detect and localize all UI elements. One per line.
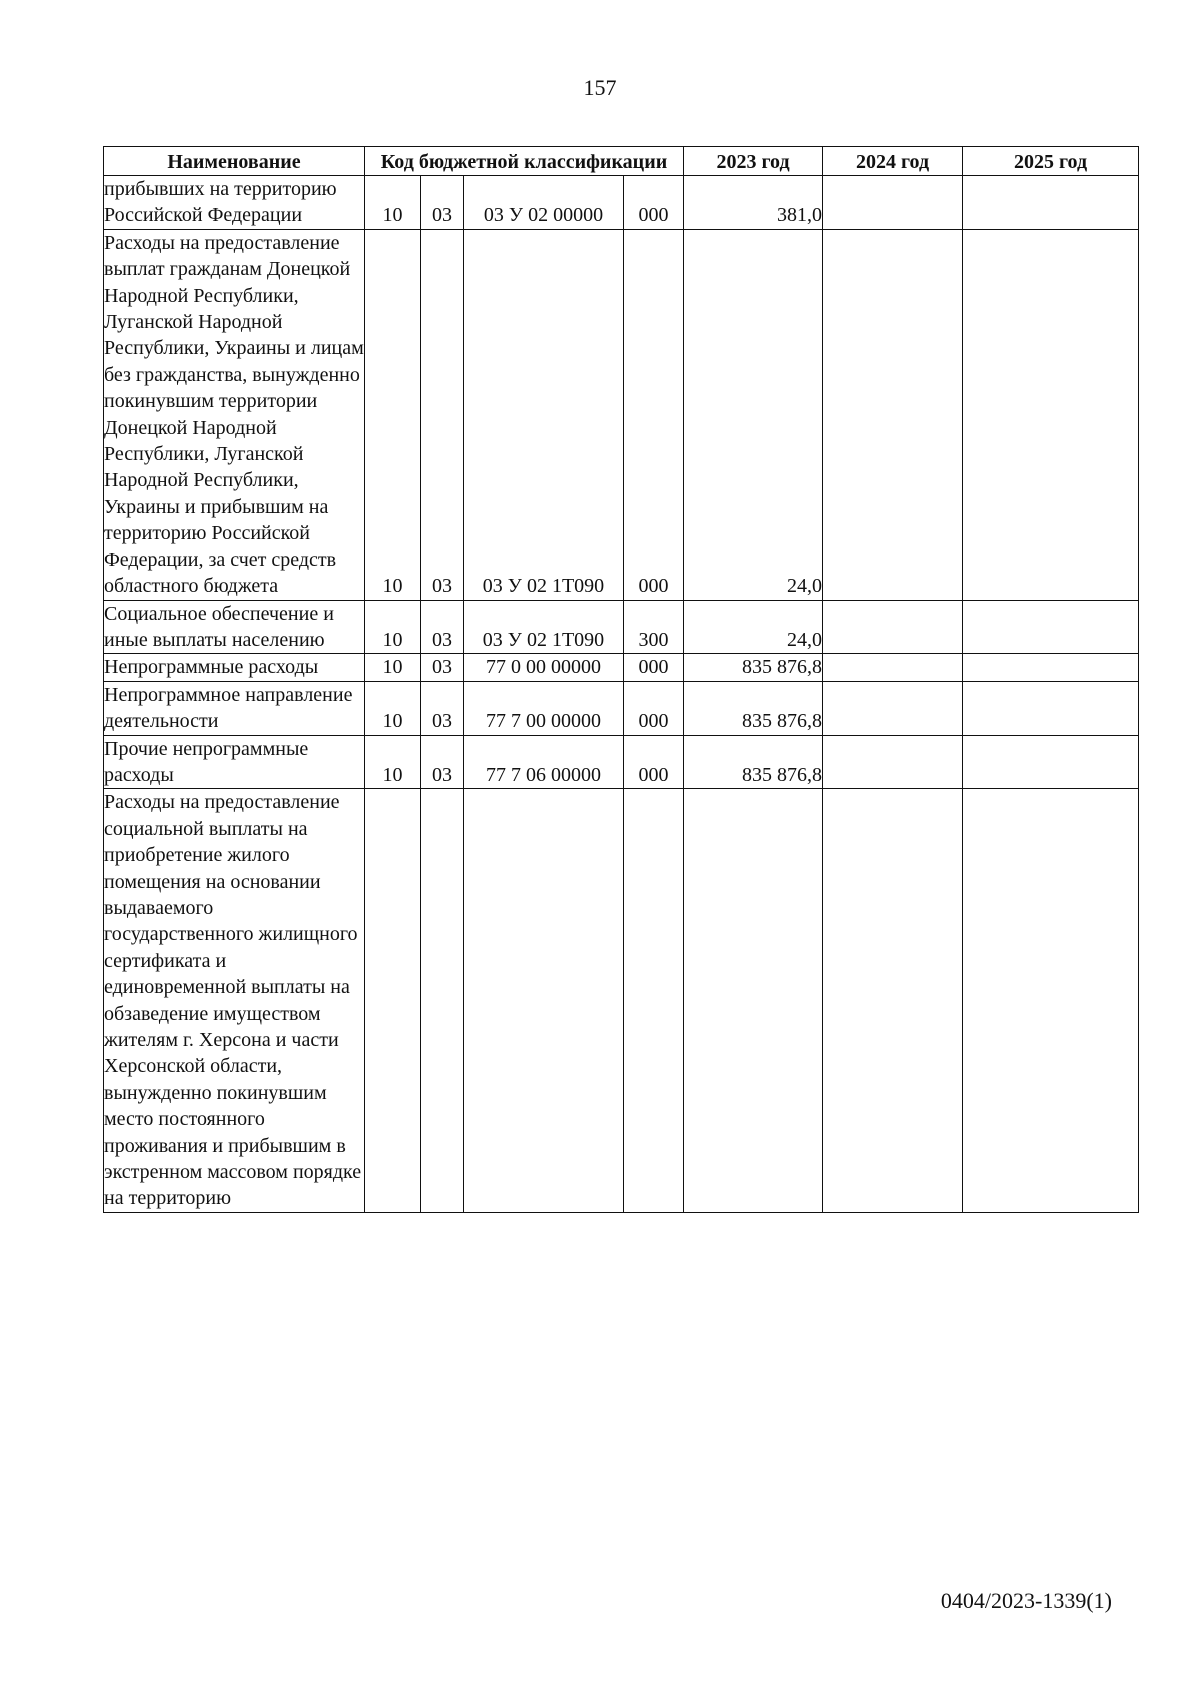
row-expense-type: 000 xyxy=(624,176,684,230)
row-amount-2025 xyxy=(963,229,1139,600)
row-razdel: 10 xyxy=(365,681,421,735)
row-amount-2025 xyxy=(963,600,1139,654)
row-podrazdel xyxy=(421,789,464,1213)
header-2024: 2024 год xyxy=(823,147,963,176)
table-row xyxy=(104,681,1139,735)
row-target-article: 77 0 00 00000 xyxy=(464,654,624,681)
row-razdel: 10 xyxy=(365,735,421,789)
table-row xyxy=(104,176,1139,230)
row-amount-2024 xyxy=(823,229,963,600)
row-amount-2023 xyxy=(684,789,823,1213)
row-amount-2025 xyxy=(963,176,1139,230)
budget-table xyxy=(103,146,1139,1213)
page-number: 157 xyxy=(583,75,617,100)
row-amount-2025 xyxy=(963,681,1139,735)
row-expense-type: 000 xyxy=(624,654,684,681)
row-podrazdel: 03 xyxy=(421,654,464,681)
row-expense-type xyxy=(624,789,684,1213)
row-amount-2023: 24,0 xyxy=(684,600,823,654)
row-name: Непрограммные расходы xyxy=(104,654,365,681)
row-amount-2024 xyxy=(823,735,963,789)
row-amount-2024 xyxy=(823,654,963,681)
header-name: Наименование xyxy=(104,147,365,176)
row-podrazdel: 03 xyxy=(421,681,464,735)
row-razdel: 10 xyxy=(365,229,421,600)
row-expense-type: 000 xyxy=(624,681,684,735)
table-row xyxy=(104,229,1139,600)
header-2025: 2025 год xyxy=(963,147,1139,176)
row-amount-2024 xyxy=(823,681,963,735)
row-expense-type: 300 xyxy=(624,600,684,654)
document-number: 0404/2023-1339(1) xyxy=(940,1588,1112,1613)
table-row xyxy=(104,735,1139,789)
row-amount-2025 xyxy=(963,654,1139,681)
row-podrazdel: 03 xyxy=(421,229,464,600)
row-amount-2023: 835 876,8 xyxy=(684,735,823,789)
row-amount-2024 xyxy=(823,789,963,1213)
row-amount-2025 xyxy=(963,735,1139,789)
row-amount-2024 xyxy=(823,600,963,654)
row-name: Расходы на предоставление выплат гражданам Донецкой Народной Республики, Луганской Народной Республики, Украины и лицам без гражданства, вынужденно покинувшим территории Донецкой Народной Республики, Луганской Народной Республики, Украины и прибывшим на территорию Российской Федерации, за счет средств областного бюджета xyxy=(104,229,365,600)
header-code: Код бюджетной классификации xyxy=(365,147,684,176)
row-target-article: 03 У 02 1Т090 xyxy=(464,600,624,654)
row-target-article xyxy=(464,789,624,1213)
header-2023: 2023 год xyxy=(684,147,823,176)
row-expense-type: 000 xyxy=(624,229,684,600)
row-podrazdel: 03 xyxy=(421,176,464,230)
row-target-article: 03 У 02 00000 xyxy=(464,176,624,230)
table-row xyxy=(104,789,1139,1213)
row-razdel: 10 xyxy=(365,176,421,230)
row-amount-2023: 24,0 xyxy=(684,229,823,600)
row-target-article: 77 7 06 00000 xyxy=(464,735,624,789)
row-razdel: 10 xyxy=(365,600,421,654)
row-name: Расходы на предоставление социальной выплаты на приобретение жилого помещения на основании выдаваемого государственного жилищного сертификата и единовременной выплаты на обзаведение имуществом жителям г. Херсона и части Херсонской области, вынужденно покинувшим место постоянного проживания и прибывшим в экстренном массовом порядке на территорию xyxy=(104,789,365,1213)
table-row xyxy=(104,654,1139,681)
row-target-article: 77 7 00 00000 xyxy=(464,681,624,735)
table-header-row xyxy=(104,147,1139,176)
row-name: Непрограммное направление деятельности xyxy=(104,681,365,735)
row-name: Социальное обеспечение и иные выплаты населению xyxy=(104,600,365,654)
row-amount-2023: 381,0 xyxy=(684,176,823,230)
row-target-article: 03 У 02 1Т090 xyxy=(464,229,624,600)
row-razdel: 10 xyxy=(365,654,421,681)
row-expense-type: 000 xyxy=(624,735,684,789)
row-amount-2023: 835 876,8 xyxy=(684,681,823,735)
row-amount-2024 xyxy=(823,176,963,230)
row-amount-2023: 835 876,8 xyxy=(684,654,823,681)
row-razdel xyxy=(365,789,421,1213)
table-row xyxy=(104,600,1139,654)
row-podrazdel: 03 xyxy=(421,735,464,789)
row-name: прибывших на территорию Российской Федерации xyxy=(104,176,365,230)
row-amount-2025 xyxy=(963,789,1139,1213)
row-podrazdel: 03 xyxy=(421,600,464,654)
row-name: Прочие непрограммные расходы xyxy=(104,735,365,789)
